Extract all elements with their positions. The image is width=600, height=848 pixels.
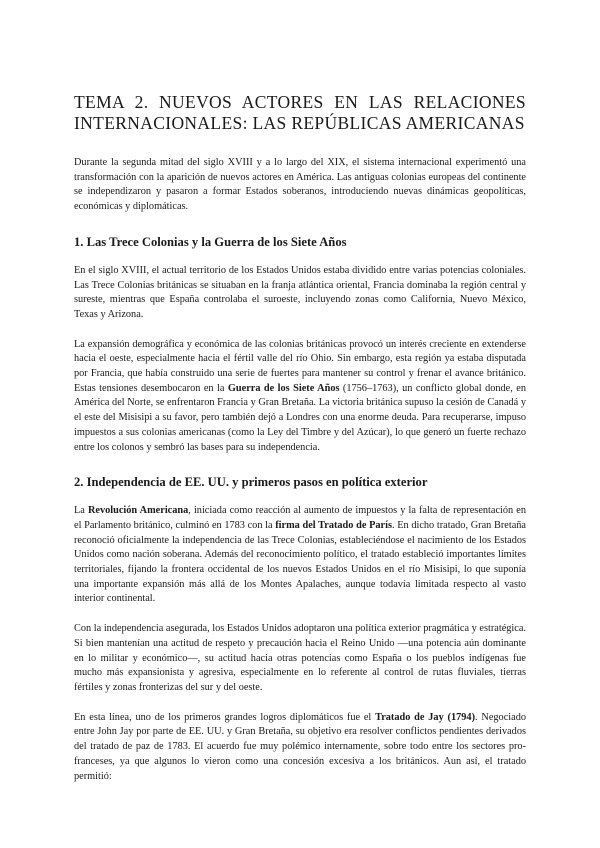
text-run: , iniciada como reacción al aumento de impuestos y la falta de representación en el Parlamento británico, culminó en 1783 con la — [74, 505, 526, 531]
bold-term: firma del Tratado de París — [275, 519, 392, 531]
section-2-paragraph-2: Con la independencia asegurada, los Estados Unidos adoptaron una política exterior pragmática y estratégica. Si bien mantenían una actitud de respeto y precaución hacia el Reino Unido —una potencia aún dominante en lo militar y económico—, su actitud hacia otras potencias como España o los pueblos indígenas fue mucho más expansionista y agresiva, especialmente en lo referente al control de rutas fluviales, tierras fértiles y zonas fronterizas del sur y del oeste. — [74, 623, 526, 693]
text-run: . Negociado entre John Jay por parte de EE. UU. y Gran Bretaña, su objetivo era resolver conflictos pendientes derivados del tratado de paz de 1783. El acuerdo fue muy polémico internamente, sobre todo entre los sectores pro-franceses, ya que algunos lo vieron como una concesión excesiva a los británicos. Aun así, el tratado permitió: — [74, 711, 526, 782]
bold-term: Tratado de Jay (1794) — [375, 711, 475, 723]
document-title: TEMA 2. NUEVOS ACTORES EN LAS RELACIONES INTERNACIONALES: LAS REPÚBLICAS AMERICANAS — [74, 92, 526, 133]
text-run: En esta línea, uno de los primeros grandes logros diplomáticos fue el — [74, 711, 376, 723]
section-2-heading: 2. Independencia de EE. UU. y primeros pasos en política exterior — [74, 475, 428, 490]
text-run: (1756–1763), un conflicto global donde, en América del Norte, se enfrentaron Francia y Gran Bretaña. La victoria británica supuso la cesión de Canadá y el este del Misisipi a su favor, pero también dejó a Londres con una enorme deuda. Para recuperarse, impuso impuestos a sus colonias americanas (como la Ley del Timbre y del Azúcar), lo que generó un fuerte rechazo entre los colonos y sembró las bases para su independencia. — [74, 382, 526, 453]
bold-term: Guerra de los Siete Años — [227, 382, 340, 394]
text-run: La expansión demográfica y económica de las colonias británicas provocó un interés creciente en extenderse hacia el oeste, especialmente hacia el fértil valle del río Ohio. Sin embargo, esta región ya estaba disputada por Francia, que había construido una serie de fuertes para mantener su control y frenar el avance británico. Estas tensiones desembocaron en la — [74, 338, 526, 394]
section-1-paragraph-2 — [74, 338, 526, 456]
text-run: . En dicho tratado, Gran Bretaña reconoció oficialmente la independencia de las Trece Colonias, estableciéndose el nacimiento de los Estados Unidos como nación soberana. Además del reconocimiento político, el tratado estableció importantes límites territoriales, fijando la frontera occidental de los nuevos Estados Unidos en el río Misisipi, lo que suponía una importante expansión más allá de los Montes Apalaches, aunque todavía limitada respecto al vasto interior continental. — [74, 519, 526, 605]
section-2-paragraph-3 — [74, 711, 526, 785]
section-2-paragraph-1 — [74, 504, 526, 607]
text-run: La — [74, 505, 88, 517]
section-1-heading: 1. Las Trece Colonias y la Guerra de los Siete Años — [74, 234, 347, 249]
section-1-paragraph-1: En el siglo XVIII, el actual territorio de los Estados Unidos estaba dividido entre varias potencias coloniales. Las Trece Colonias británicas se situaban en la franja atlántica oriental, Francia dominaba la región central y sureste, mientras que España controlaba el suroeste, incluyendo zonas como California, Nuevo México, Texas y Arizona. — [74, 264, 526, 320]
intro-paragraph: Durante la segunda mitad del siglo XVIII y a lo largo del XIX, el sistema internacional experimentó una transformación con la aparición de nuevos actores en América. Las antiguas colonias europeas del continente se independizaron y pasaron a formar Estados soberanos, introduciendo nuevas dinámicas geopolíticas, económicas y diplomáticas. — [74, 157, 526, 213]
bold-term: Revolución Americana — [87, 505, 189, 517]
